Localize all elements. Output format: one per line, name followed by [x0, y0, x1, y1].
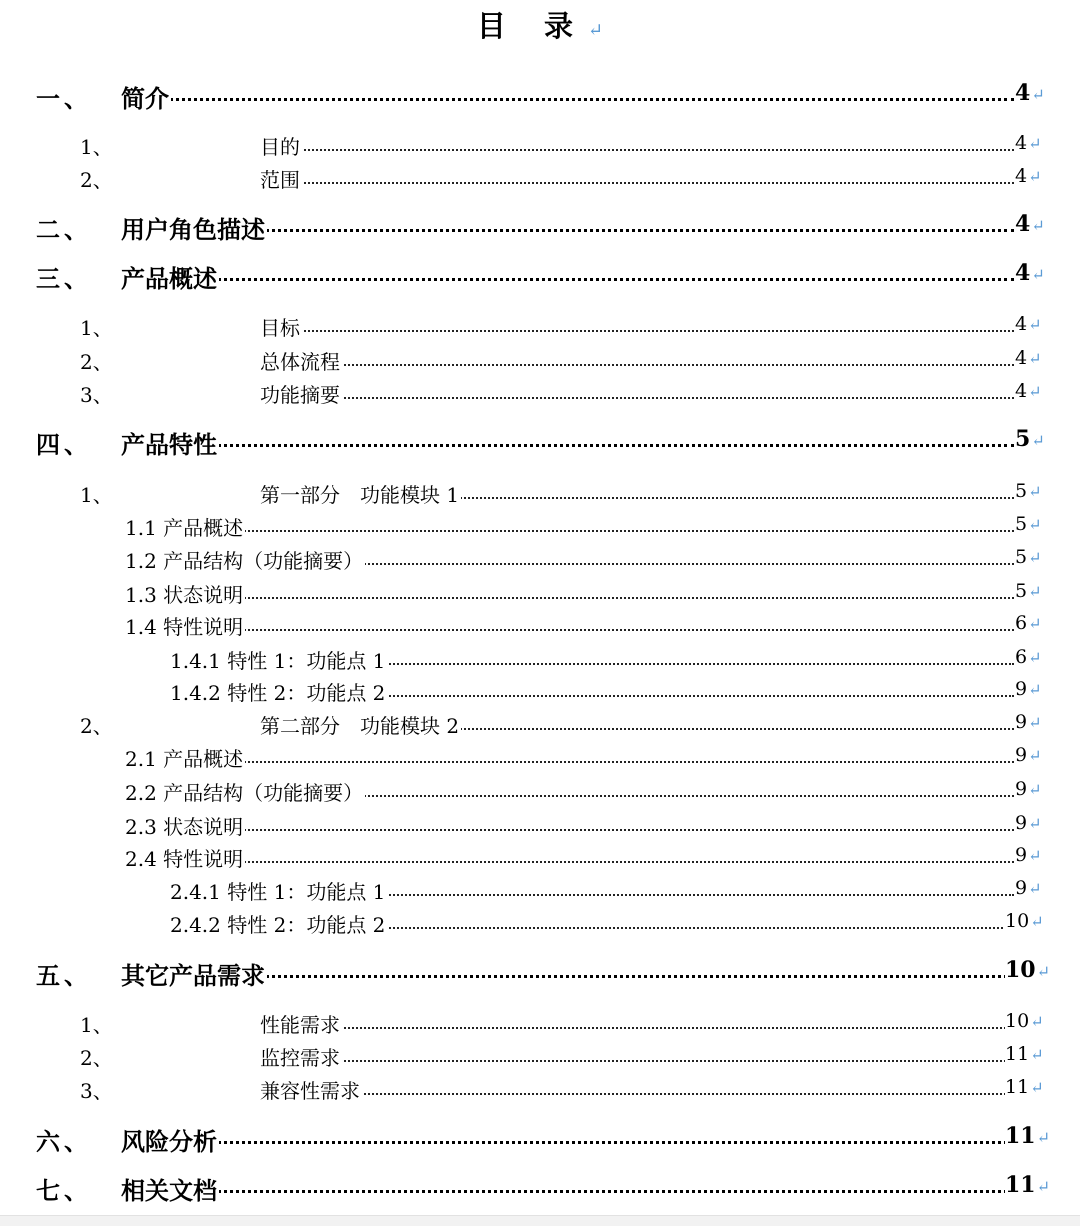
- toc-entry[interactable]: [0, 954, 1080, 988]
- toc-page-number-value: 10: [1005, 910, 1030, 932]
- toc-dot-leader: [260, 149, 1014, 151]
- toc-entry-text[interactable]: 2.1 产品概述: [125, 743, 245, 772]
- paragraph-mark-icon: ↵: [1028, 614, 1042, 633]
- toc-page-number: [1015, 426, 1045, 452]
- toc-entry[interactable]: [0, 1037, 1080, 1071]
- toc-dot-leader: [260, 397, 1014, 399]
- toc-dot-leader: [125, 597, 1014, 599]
- toc-title-text: 目 录: [476, 9, 587, 43]
- toc-entry[interactable]: [0, 606, 1080, 640]
- toc-entry-number: 2、: [80, 1046, 113, 1070]
- toc-page-number-value: 4: [1015, 347, 1028, 369]
- toc-entry-text[interactable]: 1.4.1 特性 1：功能点 1: [170, 645, 387, 674]
- toc-entry-text[interactable]: 范围: [260, 164, 302, 193]
- paragraph-mark-icon: ↵: [588, 20, 604, 41]
- toc-page-number: [1015, 313, 1042, 335]
- toc-entry-number: 2、: [80, 350, 113, 374]
- toc-entry[interactable]: [0, 423, 1080, 457]
- toc-entry[interactable]: [0, 159, 1080, 193]
- toc-entry-number: 1、: [80, 135, 113, 159]
- paragraph-mark-icon: ↵: [1031, 265, 1045, 284]
- paragraph-mark-icon: ↵: [1031, 431, 1045, 450]
- toc-page-number-value: 9: [1015, 778, 1028, 800]
- paragraph-mark-icon: ↵: [1028, 713, 1042, 732]
- toc-entry[interactable]: [0, 307, 1080, 341]
- toc-entry-text[interactable]: 2.2 产品结构（功能摘要）: [125, 777, 365, 806]
- paragraph-mark-icon: ↵: [1028, 482, 1042, 501]
- toc-dot-leader: [121, 444, 1014, 447]
- paragraph-mark-icon: ↵: [1036, 962, 1051, 981]
- toc-entry-text[interactable]: 1.1 产品概述: [125, 512, 245, 541]
- toc-entry-number: 五、: [36, 961, 92, 990]
- toc-entry[interactable]: [0, 126, 1080, 160]
- toc-page-number-value: 5: [1015, 513, 1028, 535]
- toc-dot-leader: [260, 1093, 1014, 1095]
- paragraph-mark-icon: ↵: [1028, 746, 1042, 765]
- toc-entry-number: 七、: [36, 1176, 92, 1205]
- toc-entry-text[interactable]: 产品特性: [121, 425, 219, 460]
- toc-entry[interactable]: [0, 672, 1080, 706]
- paragraph-mark-icon: ↵: [1028, 382, 1042, 401]
- toc-entry-number: 3、: [80, 383, 113, 407]
- toc-page-number-value: 5: [1015, 426, 1031, 452]
- toc-entry[interactable]: [0, 871, 1080, 905]
- toc-entry-text[interactable]: 简介: [121, 79, 171, 114]
- toc-dot-leader: [125, 530, 1014, 532]
- paragraph-mark-icon: ↵: [1028, 134, 1042, 153]
- toc-page-number: [1015, 260, 1045, 286]
- toc-entry-number: 3、: [80, 1079, 113, 1103]
- toc-entry[interactable]: [0, 772, 1080, 806]
- toc-entry-number: 1、: [80, 1013, 113, 1037]
- paragraph-mark-icon: ↵: [1028, 648, 1042, 667]
- toc-entry[interactable]: [0, 574, 1080, 608]
- paragraph-mark-icon: ↵: [1031, 85, 1045, 104]
- toc-page-number: [1015, 612, 1042, 634]
- paragraph-mark-icon: ↵: [1036, 1128, 1051, 1147]
- toc-entry-text[interactable]: 2.3 状态说明: [125, 811, 245, 840]
- toc-page-number-value: 11: [1005, 1043, 1030, 1065]
- toc-title: [0, 4, 1080, 53]
- toc-entry-text[interactable]: 监控需求: [260, 1042, 342, 1071]
- toc-dot-leader: [260, 182, 1014, 184]
- toc-page-number-value: 9: [1015, 711, 1028, 733]
- toc-page-number-value: 5: [1015, 480, 1028, 502]
- toc-page-number: [1015, 80, 1045, 106]
- toc-page-number-value: 4: [1015, 313, 1028, 335]
- toc-entry-text[interactable]: 兼容性需求: [260, 1075, 362, 1104]
- toc-page-number-value: 9: [1015, 844, 1028, 866]
- toc-page-number: [1015, 678, 1042, 700]
- toc-entry-number: 六、: [36, 1127, 92, 1156]
- toc-page-number: [1015, 646, 1042, 668]
- toc-page-number: [1015, 546, 1042, 568]
- paragraph-mark-icon: ↵: [1028, 349, 1042, 368]
- toc-entry-text[interactable]: 性能需求: [260, 1009, 342, 1038]
- toc-entry[interactable]: [0, 1169, 1080, 1203]
- toc-entry-text[interactable]: 目的: [260, 131, 302, 160]
- toc-page-number: [1015, 844, 1042, 866]
- toc-page-number: [1005, 1172, 1050, 1198]
- toc-entry-number: 一、: [36, 84, 92, 113]
- toc-entry-text[interactable]: 相关文档: [121, 1171, 219, 1206]
- toc-entry-text[interactable]: 用户角色描述: [121, 210, 267, 245]
- toc-page-number-value: 5: [1015, 580, 1028, 602]
- paragraph-mark-icon: ↵: [1028, 879, 1042, 898]
- toc-entry[interactable]: [0, 474, 1080, 508]
- toc-page-number: [1005, 1123, 1050, 1149]
- toc-dot-leader: [121, 98, 1014, 101]
- toc-entry-text[interactable]: 1.4 特性说明: [125, 611, 245, 640]
- toc-entry-text[interactable]: 功能摘要: [260, 379, 342, 408]
- toc-entry[interactable]: [0, 1004, 1080, 1038]
- toc-entry-text[interactable]: 其它产品需求: [121, 956, 267, 991]
- paragraph-mark-icon: ↵: [1030, 1045, 1044, 1064]
- paragraph-mark-icon: ↵: [1028, 582, 1042, 601]
- toc-entry[interactable]: [0, 806, 1080, 840]
- toc-entry-text[interactable]: 总体流程: [260, 346, 342, 375]
- paragraph-mark-icon: ↵: [1028, 846, 1042, 865]
- toc-entry-number: 1、: [80, 316, 113, 340]
- toc-entry-text[interactable]: 2.4 特性说明: [125, 843, 245, 872]
- toc-entry-text[interactable]: 第二部分 功能模块 2: [260, 710, 461, 739]
- toc-page-number: [1015, 711, 1042, 733]
- toc-page-number-value: 4: [1015, 132, 1028, 154]
- toc-entry[interactable]: [0, 341, 1080, 375]
- toc-entry[interactable]: [0, 540, 1080, 574]
- toc-dot-leader: [125, 829, 1014, 831]
- paragraph-mark-icon: ↵: [1028, 167, 1042, 186]
- toc-dot-leader: [121, 278, 1014, 281]
- toc-page-number-value: 9: [1015, 812, 1028, 834]
- page-bottom-edge: [0, 1215, 1080, 1226]
- toc-page-number-value: 4: [1015, 165, 1028, 187]
- toc-page-number: [1005, 910, 1044, 932]
- paragraph-mark-icon: ↵: [1028, 780, 1042, 799]
- paragraph-mark-icon: ↵: [1031, 216, 1045, 235]
- paragraph-mark-icon: ↵: [1028, 680, 1042, 699]
- toc-entry[interactable]: [0, 904, 1080, 938]
- toc-entry[interactable]: [0, 257, 1080, 291]
- paragraph-mark-icon: ↵: [1028, 315, 1042, 334]
- toc-entry-number: 1、: [80, 483, 113, 507]
- toc-dot-leader: [260, 1060, 1014, 1062]
- paragraph-mark-icon: ↵: [1028, 515, 1042, 534]
- paragraph-mark-icon: ↵: [1028, 548, 1042, 567]
- toc-page-number: [1015, 132, 1042, 154]
- toc-entry-number: 四、: [36, 430, 92, 459]
- toc-page-number: [1005, 1043, 1044, 1065]
- toc-page-number-value: 9: [1015, 877, 1028, 899]
- toc-page-number: [1015, 480, 1042, 502]
- toc-entry-text[interactable]: 2.4.1 特性 1：功能点 1: [170, 876, 387, 905]
- toc-page-number-value: 6: [1015, 612, 1028, 634]
- toc-page-number-value: 10: [1005, 957, 1036, 983]
- toc-page-number-value: 4: [1015, 260, 1031, 286]
- paragraph-mark-icon: ↵: [1036, 1177, 1051, 1196]
- toc-page-number-value: 11: [1005, 1076, 1030, 1098]
- toc-entry[interactable]: [0, 374, 1080, 408]
- toc-page-number-value: 4: [1015, 211, 1031, 237]
- toc-page-number-value: 6: [1015, 646, 1028, 668]
- toc-entry-text[interactable]: 产品概述: [121, 259, 219, 294]
- toc-dot-leader: [121, 1190, 1014, 1193]
- toc-page-number: [1005, 1010, 1044, 1032]
- toc-page-number: [1015, 513, 1042, 535]
- paragraph-mark-icon: ↵: [1030, 1078, 1044, 1097]
- toc-entry[interactable]: [0, 640, 1080, 674]
- toc-entry[interactable]: [0, 208, 1080, 242]
- toc-entry-text[interactable]: 风险分析: [121, 1122, 219, 1157]
- toc-dot-leader: [125, 761, 1014, 763]
- toc-page-number: [1015, 165, 1042, 187]
- toc-entry[interactable]: [0, 1120, 1080, 1154]
- toc-entry[interactable]: [0, 838, 1080, 872]
- toc-dot-leader: [260, 364, 1014, 366]
- toc-dot-leader: [125, 629, 1014, 631]
- toc-page-number-value: 4: [1015, 380, 1028, 402]
- toc-page-number-value: 10: [1005, 1010, 1030, 1032]
- toc-entry-number: 2、: [80, 168, 113, 192]
- toc-page-number-value: 4: [1015, 80, 1031, 106]
- toc-page-number: [1015, 580, 1042, 602]
- toc-entry-text[interactable]: 第一部分 功能模块 1: [260, 479, 461, 508]
- toc-entry-text[interactable]: 1.4.2 特性 2：功能点 2: [170, 677, 387, 706]
- toc-entry-text[interactable]: 1.3 状态说明: [125, 579, 245, 608]
- toc-page-number: [1005, 957, 1050, 983]
- toc-dot-leader: [125, 861, 1014, 863]
- toc-entry-text[interactable]: 目标: [260, 312, 302, 341]
- toc-page-number-value: 11: [1005, 1172, 1036, 1198]
- toc-dot-leader: [121, 1141, 1014, 1144]
- paragraph-mark-icon: ↵: [1030, 912, 1044, 931]
- toc-page-number: [1015, 778, 1042, 800]
- toc-dot-leader: [260, 1027, 1014, 1029]
- toc-page-number-value: 5: [1015, 546, 1028, 568]
- toc-page-number: [1015, 211, 1045, 237]
- toc-page-number: [1015, 380, 1042, 402]
- toc-entry[interactable]: [0, 1070, 1080, 1104]
- toc-entry-number: 二、: [36, 215, 92, 244]
- toc-page-number: [1015, 347, 1042, 369]
- toc-page-number: [1015, 744, 1042, 766]
- paragraph-mark-icon: ↵: [1028, 814, 1042, 833]
- toc-page-number-value: 9: [1015, 678, 1028, 700]
- toc-entry[interactable]: [0, 507, 1080, 541]
- toc-entry-number: 三、: [36, 264, 92, 293]
- toc-page-number: [1015, 812, 1042, 834]
- toc-page-number: [1015, 877, 1042, 899]
- toc-entry-number: 2、: [80, 714, 113, 738]
- toc-entry[interactable]: [0, 77, 1080, 111]
- toc-entry-text[interactable]: 2.4.2 特性 2：功能点 2: [170, 909, 387, 938]
- paragraph-mark-icon: ↵: [1030, 1012, 1044, 1031]
- toc-page-number-value: 9: [1015, 744, 1028, 766]
- toc-entry[interactable]: [0, 705, 1080, 739]
- toc-entry[interactable]: [0, 738, 1080, 772]
- toc-page-number: [1005, 1076, 1044, 1098]
- toc-entry-text[interactable]: 1.2 产品结构（功能摘要）: [125, 545, 365, 574]
- toc-page-number-value: 11: [1005, 1123, 1036, 1149]
- toc-dot-leader: [260, 330, 1014, 332]
